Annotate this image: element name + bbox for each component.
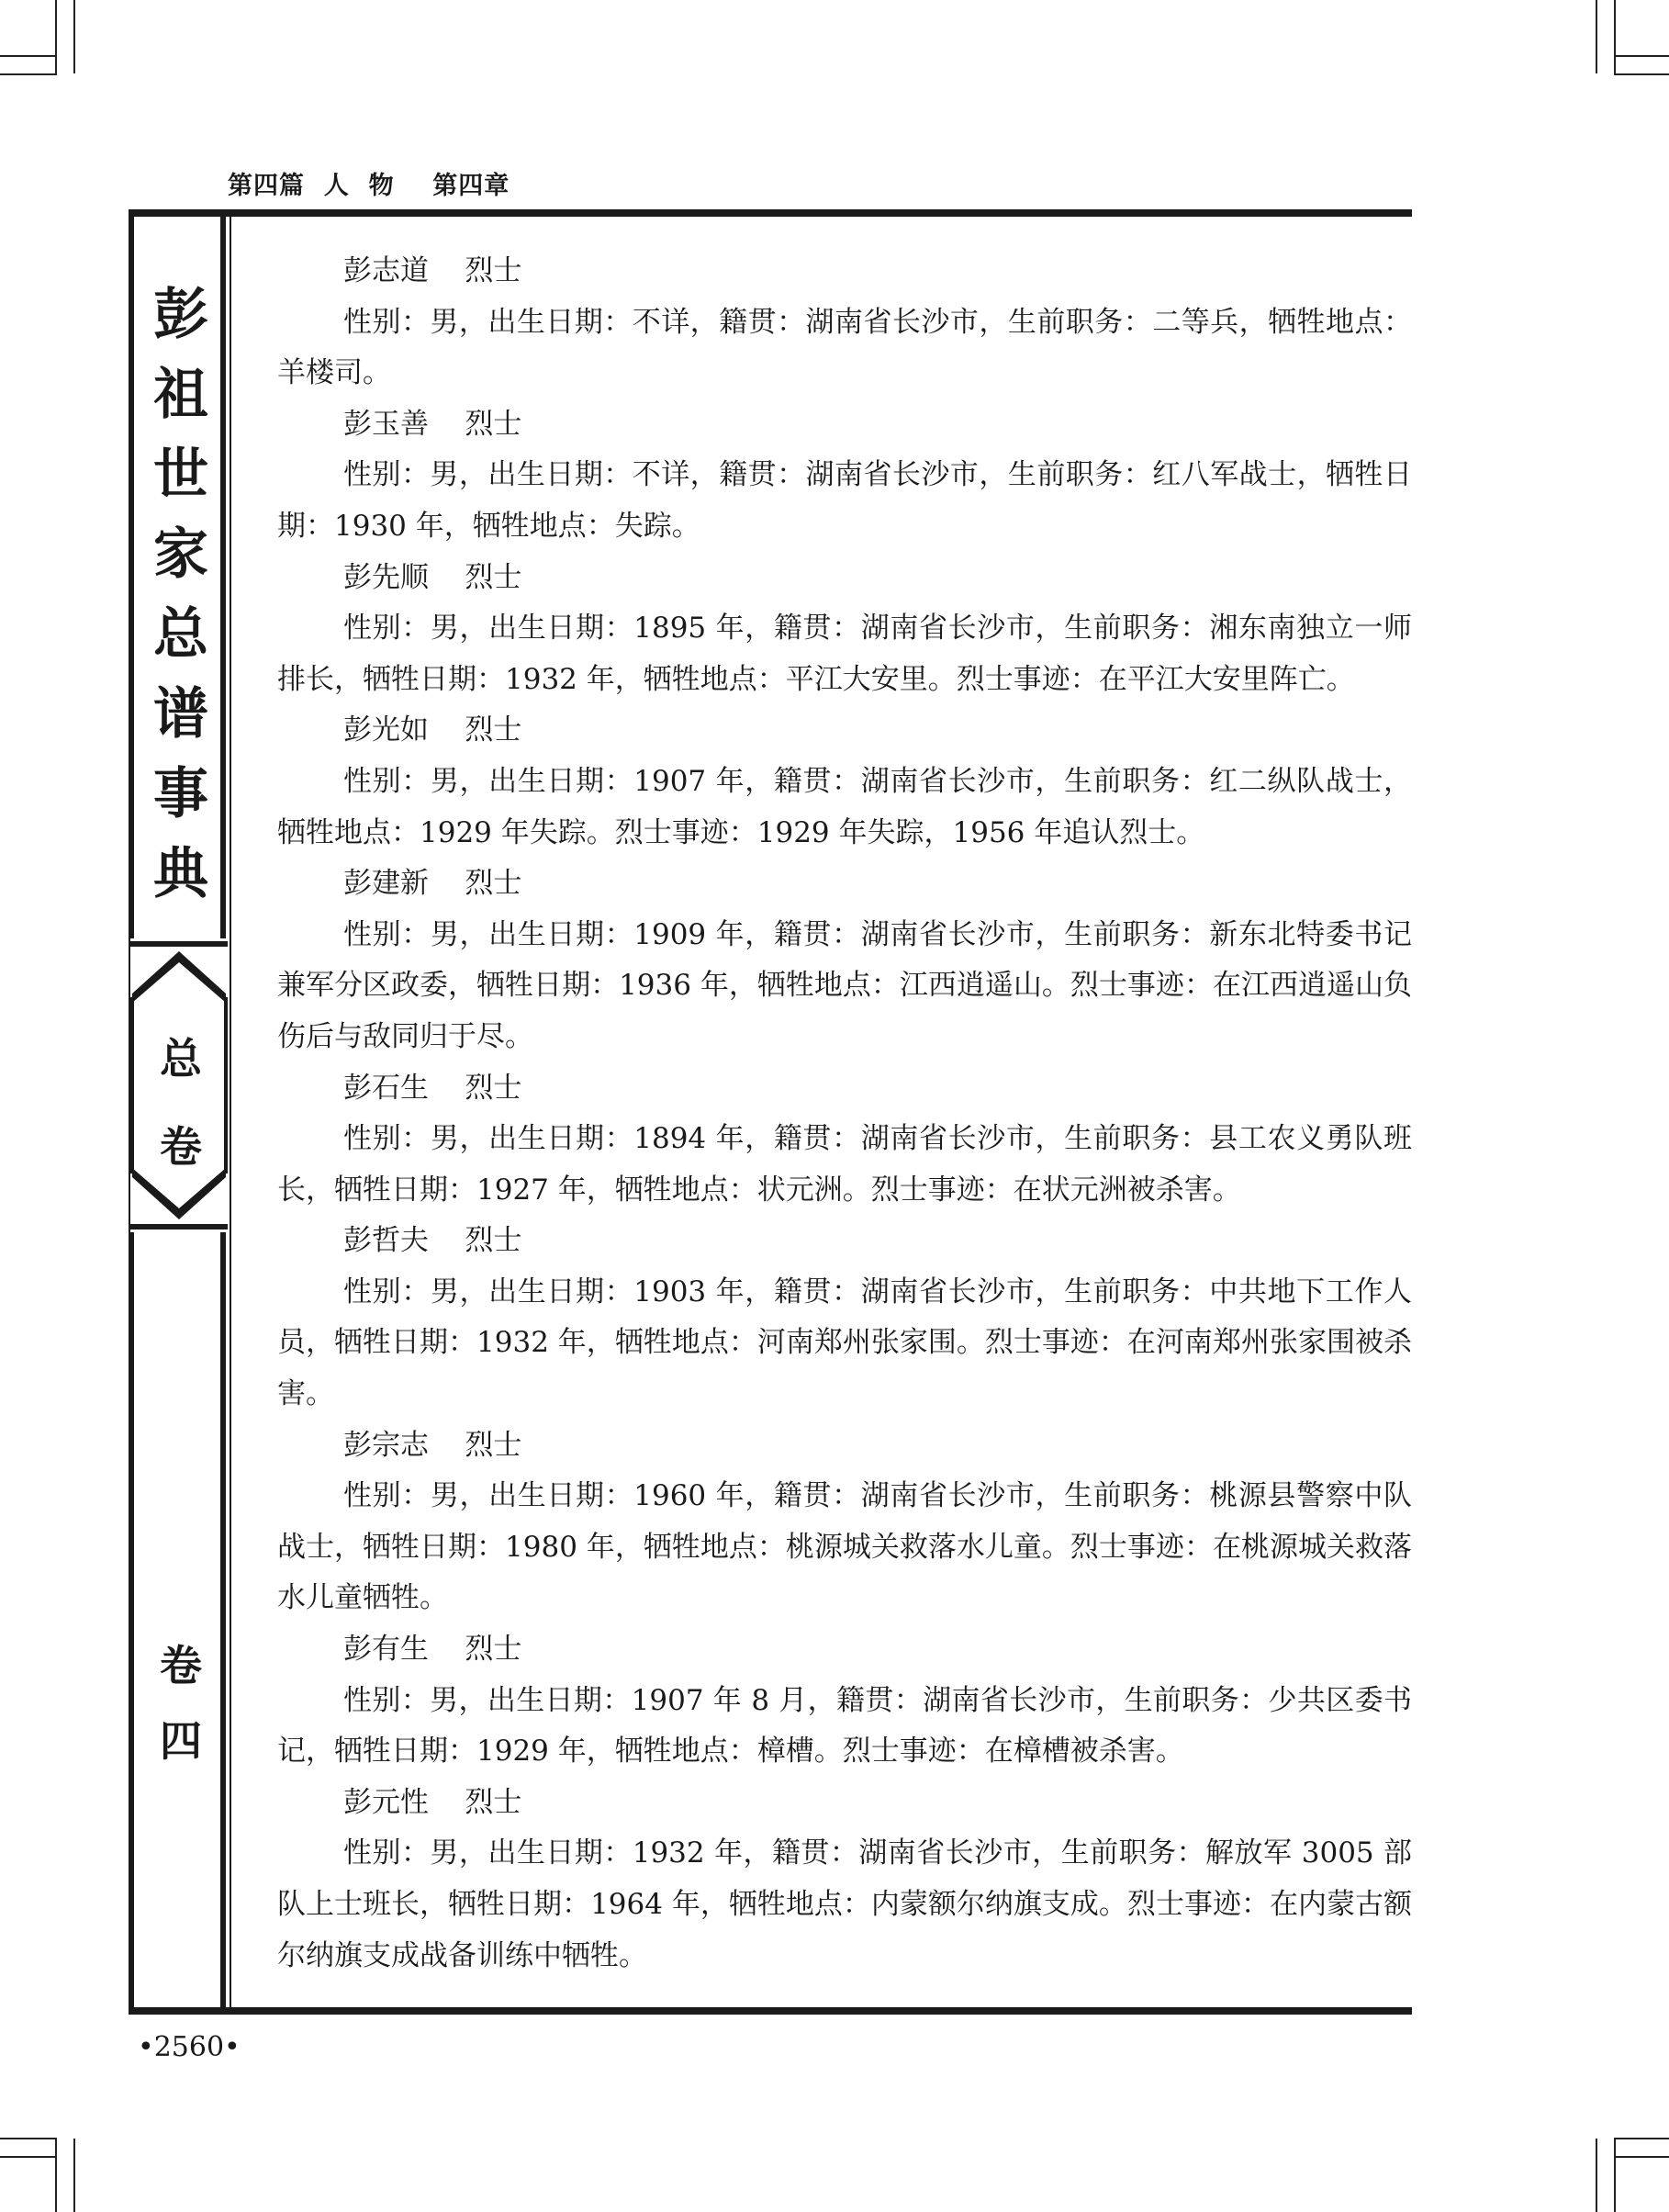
crop-mark [1596, 0, 1597, 73]
martyr-description: 性别：男，出生日期：1907 年 8 月，籍贯：湖南省长沙市，生前职务：少共区委书记，牺牲日期：1929 年，牺牲地点：樟槽。烈士事迹：在樟槽被杀害。 [277, 1683, 1412, 1768]
martyr-entry [277, 246, 1412, 399]
martyr-name: 彭宗志 烈士 [343, 1428, 522, 1462]
spine-text-border [230, 209, 231, 2015]
martyr-name: 彭志道 烈士 [343, 254, 522, 287]
martyr-description: 性别：男，出生日期：不详，籍贯：湖南省长沙市，生前职务：红八军战士，牺牲日期：1930 年，牺牲地点：失踪。 [277, 458, 1412, 543]
crop-mark [1614, 0, 1616, 73]
book-title-char: 彭 [153, 283, 208, 347]
martyr-list [277, 246, 1412, 1982]
book-title-char: 总 [153, 602, 208, 667]
crop-mark [1614, 2138, 1669, 2139]
martyr-entry [277, 859, 1412, 1062]
section-label-char: 卷 [160, 1122, 202, 1172]
book-title-char: 典 [153, 842, 208, 906]
martyr-description: 性别：男，出生日期：1895 年，籍贯：湖南省长沙市，生前职务：湘东南独立一师排长，牺牲日期：1932 年，牺牲地点：平江大安里。烈士事迹：在平江大安里阵亡。 [277, 612, 1412, 696]
martyr-description: 性别：男，出生日期：1903 年，籍贯：湖南省长沙市，生前职务：中共地下工作人员，牺牲日期：1932 年，牺牲地点：河南郑州张家围。烈士事迹：在河南郑州张家围被杀害。 [277, 1274, 1412, 1411]
martyr-name: 彭石生 烈士 [343, 1071, 522, 1105]
volume-label-char: 四 [160, 1716, 202, 1766]
martyr-name: 彭有生 烈士 [343, 1633, 522, 1667]
martyr-name: 彭玉善 烈士 [343, 407, 522, 441]
crop-mark [1614, 2139, 1616, 2212]
crop-mark [0, 73, 57, 75]
martyr-description: 性别：男，出生日期：1960 年，籍贯：湖南省长沙市，生前职务：桃源县警察中队战士，牺牲日期：1980 年，牺牲地点：桃源城关救落水儿童。烈士事迹：在桃源城关救落水儿童牺牲。 [277, 1479, 1412, 1615]
crop-mark [1614, 73, 1669, 75]
volume-label-vertical [134, 1628, 228, 1779]
running-header: 第四篇 人 物 第四章 [228, 172, 510, 200]
martyr-name: 彭先顺 烈士 [343, 560, 522, 594]
crop-mark [1596, 2139, 1597, 2212]
martyr-entry [277, 705, 1412, 859]
martyr-entry [277, 553, 1412, 706]
martyr-description: 性别：男，出生日期：1909 年，籍贯：湖南省长沙市，生前职务：新东北特委书记兼军分区政委，牺牲日期：1936 年，牺牲地点：江西逍遥山。烈士事迹：在江西逍遥山负伤后与敌同归于尽。 [277, 917, 1412, 1053]
top-rule [129, 209, 1412, 217]
book-title-char: 世 [153, 443, 208, 507]
martyr-name: 彭光如 烈士 [343, 713, 522, 747]
martyr-entry [277, 1778, 1412, 1982]
martyr-description: 性别：男，出生日期：不详，籍贯：湖南省长沙市，生前职务：二等兵，牺牲地点：羊楼司。 [277, 305, 1412, 390]
crop-mark [0, 2138, 57, 2139]
crop-mark [1614, 55, 1669, 57]
crop-mark [1614, 2156, 1669, 2158]
volume-label-char: 卷 [160, 1641, 202, 1690]
book-title-char: 家 [153, 522, 208, 587]
martyr-name: 彭元性 烈士 [343, 1785, 522, 1819]
martyr-entry [277, 399, 1412, 553]
section-label-vertical [134, 1015, 228, 1191]
book-title-char: 祖 [153, 363, 208, 427]
martyr-name: 彭建新 烈士 [343, 867, 522, 901]
crop-mark [55, 2139, 57, 2212]
book-title-vertical [134, 275, 228, 915]
martyr-name: 彭哲夫 烈士 [343, 1224, 522, 1258]
page-number: •2560• [138, 2031, 241, 2063]
martyr-entry [277, 1216, 1412, 1420]
bottom-rule [129, 2007, 1412, 2015]
crop-mark [0, 55, 57, 57]
crop-mark [0, 2156, 57, 2158]
crop-mark [73, 2139, 75, 2212]
section-label-char: 总 [160, 1034, 202, 1084]
martyr-description: 性别：男，出生日期：1894 年，籍贯：湖南省长沙市，生前职务：县工农义勇队班长，牺牲日期：1927 年，牺牲地点：状元洲。烈士事迹：在状元洲被杀害。 [277, 1122, 1412, 1207]
martyr-entry [277, 1063, 1412, 1217]
martyr-entry [277, 1420, 1412, 1624]
book-title-char: 谱 [153, 682, 208, 747]
crop-mark [73, 0, 75, 73]
martyr-description: 性别：男，出生日期：1907 年，籍贯：湖南省长沙市，生前职务：红二纵队战士，牺牲地点：1929 年失踪。烈士事迹：1929 年失踪，1956 年追认烈士。 [277, 764, 1412, 849]
book-title-char: 事 [153, 762, 208, 826]
martyr-entry [277, 1624, 1412, 1778]
crop-mark [55, 0, 57, 73]
martyr-description: 性别：男，出生日期：1932 年，籍贯：湖南省长沙市，生前职务：解放军 3005 部队上士班长，牺牲日期：1964 年，牺牲地点：内蒙额尔纳旗支成。烈士事迹：在内蒙古额尔纳旗支成战备训练中牺牲。 [277, 1836, 1412, 1972]
